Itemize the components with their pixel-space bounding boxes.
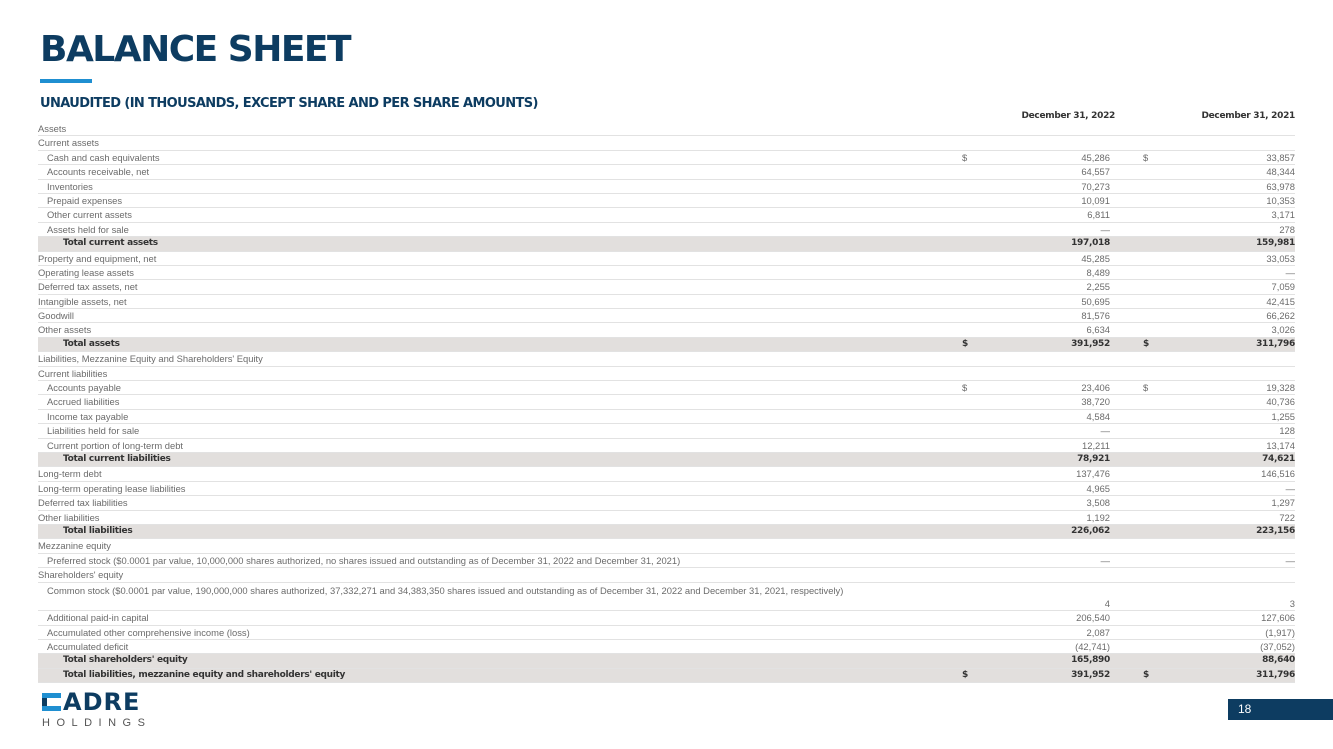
value-2021: 127,606 xyxy=(1261,612,1295,624)
value-2022: 12,211 xyxy=(1082,439,1110,451)
table-row xyxy=(38,496,1295,510)
row-label: Long-term debt xyxy=(38,468,102,480)
table-row xyxy=(38,323,1295,337)
table-row xyxy=(38,439,1295,453)
row-label: Preferred stock ($0.0001 par value, 10,000,000 shares authorized, no shares issued and outstanding as of December 31, 2022 and December 31, 2021) xyxy=(47,554,681,566)
row-label: Total liabilities xyxy=(63,525,133,536)
value-2021: 3,171 xyxy=(1271,209,1295,221)
column-header-2021: December 31, 2021 xyxy=(1201,111,1295,121)
row-label: Cash and cash equivalents xyxy=(47,151,160,163)
cadre-holdings-logo xyxy=(42,690,151,730)
value-2022: 165,890 xyxy=(1071,655,1110,666)
value-2022: 6,811 xyxy=(1087,209,1110,221)
value-2021: — xyxy=(1285,482,1295,494)
table-section-row xyxy=(38,539,1295,553)
value-2021: (37,052) xyxy=(1260,641,1295,653)
value-2022: 391,952 xyxy=(1071,669,1110,680)
row-label: Total liabilities, mezzanine equity and shareholders' equity xyxy=(63,669,346,680)
value-2021: 3,026 xyxy=(1271,324,1295,336)
row-label: Property and equipment, net xyxy=(38,252,157,264)
value-2022: 4,584 xyxy=(1086,410,1110,422)
value-2021: 42,415 xyxy=(1266,295,1295,307)
currency-2021: $ xyxy=(1143,669,1149,680)
row-label: Accumulated deficit xyxy=(47,641,129,653)
page-subtitle: UNAUDITED (IN THOUSANDS, EXCEPT SHARE AND PER SHARE AMOUNTS) xyxy=(40,96,538,111)
currency-2022: $ xyxy=(962,338,968,349)
table-row xyxy=(38,395,1295,409)
table-total-row xyxy=(38,237,1295,251)
row-label: Mezzanine equity xyxy=(38,540,111,552)
currency-2022: $ xyxy=(962,151,968,163)
value-2022: — xyxy=(1100,425,1110,437)
value-2022: 137,476 xyxy=(1076,468,1110,480)
value-2022: 45,286 xyxy=(1081,151,1110,163)
value-2022: 6,634 xyxy=(1086,324,1110,336)
table-section-row xyxy=(38,136,1295,150)
table-row xyxy=(38,280,1295,294)
value-2021: 63,978 xyxy=(1266,180,1295,192)
table-row xyxy=(38,583,1295,612)
table-total-row xyxy=(38,525,1295,539)
value-2021: 48,344 xyxy=(1266,166,1295,178)
row-label: Inventories xyxy=(47,180,93,192)
currency-2022: $ xyxy=(962,382,968,394)
value-2021: 1,255 xyxy=(1271,410,1295,422)
value-2022: 2,087 xyxy=(1086,626,1110,638)
row-label: Deferred tax liabilities xyxy=(38,497,128,509)
value-2021: 40,736 xyxy=(1266,396,1295,408)
value-2021: 159,981 xyxy=(1256,238,1295,249)
table-row xyxy=(38,482,1295,496)
balance-sheet-table xyxy=(38,122,1295,683)
table-total-row xyxy=(38,338,1295,352)
table-row xyxy=(38,223,1295,237)
value-2022: 81,576 xyxy=(1081,310,1110,322)
row-label: Assets xyxy=(38,123,67,134)
row-label: Common stock ($0.0001 par value, 190,000,000 shares authorized, 37,332,271 and 34,383,350 shares issued and outstanding as of December 31, 2022 and December 31, 2021, respectively) xyxy=(47,584,844,596)
value-2021: 146,516 xyxy=(1261,468,1295,480)
row-label: Operating lease assets xyxy=(38,266,134,278)
table-row xyxy=(38,208,1295,222)
row-label: Liabilities held for sale xyxy=(47,425,140,437)
table-section-row xyxy=(38,352,1295,366)
table-row xyxy=(38,640,1295,654)
currency-2022: $ xyxy=(962,669,968,680)
table-total-row xyxy=(38,654,1295,668)
row-label: Total shareholders' equity xyxy=(63,655,188,666)
table-row xyxy=(38,626,1295,640)
value-2022: — xyxy=(1100,223,1110,235)
value-2022: 4,965 xyxy=(1086,482,1110,494)
row-label: Income tax payable xyxy=(47,410,129,422)
title-underline xyxy=(40,79,92,83)
value-2022: 38,720 xyxy=(1081,396,1110,408)
table-row xyxy=(38,180,1295,194)
table-total-row xyxy=(38,453,1295,467)
value-2021: 1,297 xyxy=(1271,497,1295,509)
row-label: Other current assets xyxy=(47,209,132,221)
value-2021: (1,917) xyxy=(1265,626,1295,638)
column-header-2022: December 31, 2022 xyxy=(1021,111,1115,121)
logo-wordmark: ADRE xyxy=(63,688,141,716)
currency-2021: $ xyxy=(1143,382,1149,394)
value-2022: 4 xyxy=(1104,597,1110,609)
value-2021: 66,262 xyxy=(1266,310,1295,322)
row-label: Total assets xyxy=(63,338,120,349)
table-section-row xyxy=(38,568,1295,582)
logo-subtitle: HOLDINGS xyxy=(42,717,152,729)
table-row xyxy=(38,194,1295,208)
row-label: Accumulated other comprehensive income (loss) xyxy=(47,626,250,638)
logo-c-mark-icon xyxy=(42,693,61,711)
table-row xyxy=(38,410,1295,424)
page-title: BALANCE SHEET xyxy=(40,29,351,70)
row-label: Goodwill xyxy=(38,310,74,322)
table-row xyxy=(38,309,1295,323)
row-label: Intangible assets, net xyxy=(38,295,127,307)
value-2022: 1,192 xyxy=(1086,511,1110,523)
value-2021: 223,156 xyxy=(1256,525,1295,536)
currency-2021: $ xyxy=(1143,151,1149,163)
value-2021: — xyxy=(1285,266,1295,278)
value-2021: — xyxy=(1285,554,1295,566)
table-row xyxy=(38,511,1295,525)
row-label: Additional paid-in capital xyxy=(47,612,149,624)
row-label: Total current assets xyxy=(63,238,158,249)
value-2022: 10,091 xyxy=(1081,194,1110,206)
row-label: Prepaid expenses xyxy=(47,194,123,206)
row-label: Current liabilities xyxy=(38,367,108,379)
row-label: Long-term operating lease liabilities xyxy=(38,482,186,494)
row-label: Other assets xyxy=(38,324,92,336)
value-2022: 2,255 xyxy=(1086,281,1110,293)
table-row xyxy=(38,467,1295,481)
value-2022: 3,508 xyxy=(1086,497,1110,509)
value-2021: 13,174 xyxy=(1266,439,1295,451)
value-2021: 33,857 xyxy=(1266,151,1295,163)
value-2021: 722 xyxy=(1279,511,1295,523)
row-label: Accrued liabilities xyxy=(47,396,120,408)
value-2022: 226,062 xyxy=(1071,525,1110,536)
value-2022: 391,952 xyxy=(1071,338,1110,349)
table-row xyxy=(38,424,1295,438)
table-row xyxy=(38,252,1295,266)
value-2021: 128 xyxy=(1279,425,1295,437)
value-2022: (42,741) xyxy=(1075,641,1110,653)
value-2022: 64,557 xyxy=(1081,166,1110,178)
value-2022: 70,273 xyxy=(1081,180,1110,192)
row-label: Shareholders' equity xyxy=(38,569,124,581)
value-2022: 206,540 xyxy=(1076,612,1110,624)
table-row xyxy=(38,295,1295,309)
row-label: Accounts receivable, net xyxy=(47,166,150,178)
value-2021: 10,353 xyxy=(1266,194,1295,206)
value-2021: 88,640 xyxy=(1262,655,1295,666)
row-label: Total current liabilities xyxy=(63,453,171,464)
table-row xyxy=(38,151,1295,165)
row-label: Deferred tax assets, net xyxy=(38,281,138,293)
page-number: 18 xyxy=(1228,699,1333,720)
value-2022: 45,285 xyxy=(1081,252,1110,264)
value-2022: 78,921 xyxy=(1077,453,1110,464)
value-2022: 8,489 xyxy=(1086,266,1110,278)
value-2022: — xyxy=(1100,554,1110,566)
value-2021: 278 xyxy=(1279,223,1295,235)
table-section-row xyxy=(38,122,1295,136)
value-2022: 23,406 xyxy=(1081,382,1110,394)
row-label: Current portion of long-term debt xyxy=(47,439,184,451)
value-2021: 19,328 xyxy=(1266,382,1295,394)
table-row xyxy=(38,165,1295,179)
value-2021: 7,059 xyxy=(1271,281,1295,293)
table-row xyxy=(38,611,1295,625)
value-2022: 197,018 xyxy=(1071,238,1110,249)
row-label: Assets held for sale xyxy=(47,223,129,235)
row-label: Other liabilities xyxy=(38,511,100,523)
table-row xyxy=(38,554,1295,568)
value-2021: 74,621 xyxy=(1262,453,1295,464)
value-2022: 50,695 xyxy=(1081,295,1110,307)
currency-2021: $ xyxy=(1143,338,1149,349)
row-label: Accounts payable xyxy=(47,382,122,394)
row-label: Liabilities, Mezzanine Equity and Shareholders' Equity xyxy=(38,353,263,365)
value-2021: 311,796 xyxy=(1256,338,1295,349)
table-section-row xyxy=(38,367,1295,381)
value-2021: 33,053 xyxy=(1266,252,1295,264)
value-2021: 3 xyxy=(1289,597,1295,609)
table-row xyxy=(38,381,1295,395)
table-total-row xyxy=(38,669,1295,683)
value-2021: 311,796 xyxy=(1256,669,1295,680)
row-label: Current assets xyxy=(38,137,99,149)
table-row xyxy=(38,266,1295,280)
